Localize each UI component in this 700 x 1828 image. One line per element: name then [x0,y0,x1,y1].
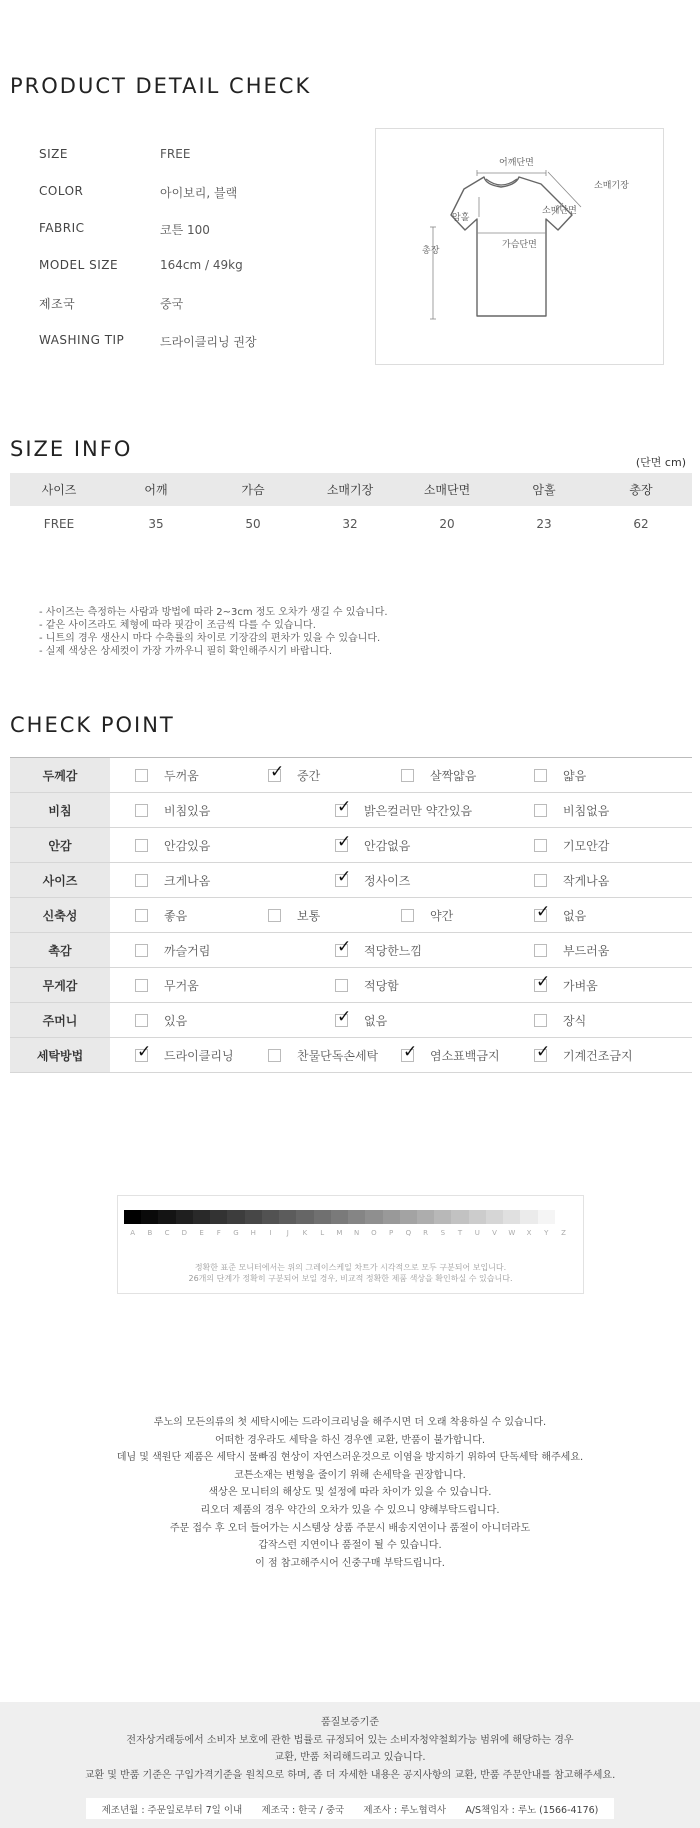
check-point-option [135,968,199,1002]
check-point-label: 주머니 [10,1003,110,1037]
size-note: - 사이즈는 측정하는 사람과 방법에 따라 2~3cm 정도 오차가 생길 수 있습니다. [39,607,388,618]
footer-line: 교환 및 반품 기준은 구입가격기준을 원칙으로 하며, 좀 더 자세한 내용은 공지사항의 교환, 반품 주문안내를 참고해주세요. [84,1769,616,1781]
check-point-label: 비침 [10,793,110,827]
checkbox-icon [135,804,148,817]
detail-value: 코튼 100 [160,223,210,237]
grayscale-letter: J [286,1229,289,1237]
grayscale-letter: W [508,1229,516,1237]
checkmark-icon: ✓ [337,1006,352,1027]
grayscale-swatch [503,1210,520,1224]
checkbox-icon [534,944,547,957]
notice-line: 리오더 제품의 경우 약간의 오차가 있을 수 있으니 양해부탁드립니다. [200,1504,500,1516]
grayscale-letter: D [181,1229,188,1237]
option-label: 두꺼움 [164,768,199,783]
checkbox-icon [401,769,414,782]
length-label: 총장 [422,246,440,256]
option-label: 얇음 [563,768,587,783]
grayscale-letters [124,1229,572,1237]
sleeve-width-label: 소매단면 [542,206,577,216]
check-point-option [135,863,210,897]
checked-box-icon [135,1041,152,1062]
check-point-label: 신축성 [10,898,110,932]
checkmark-icon: ✓ [337,866,352,887]
option-label: 밝은컬러만 약간있음 [364,803,473,818]
option-label: 있음 [164,1013,188,1028]
check-point-option [401,1038,500,1072]
option-label: 무거움 [164,978,199,993]
quality-guarantee-footer [0,1702,700,1828]
check-point-option [335,863,410,897]
checkbox-icon [534,1014,547,1027]
check-point-label: 세탁방법 [10,1038,110,1072]
grayscale-letter: Y [544,1229,549,1237]
grayscale-letter: B [147,1229,153,1237]
check-point-option [534,758,586,792]
detail-value: 164cm / 49kg [160,258,243,272]
checkbox-icon [135,909,148,922]
check-point-option [335,828,410,862]
option-label: 찬물단독손세탁 [297,1048,379,1063]
detail-value: 아이보리, 블랙 [160,186,238,200]
option-label: 까슬거림 [164,943,211,958]
footer-info-item: A/S책임자 : 루노 (1566-4176) [465,1804,599,1816]
checkmark-icon: ✓ [337,936,352,957]
option-label: 안감있음 [164,838,211,853]
checked-box-icon [534,1041,551,1062]
option-label: 크게나옴 [164,873,211,888]
size-header-cell: 사이즈 [41,483,77,497]
size-cell: FREE [43,517,75,531]
check-point-option [135,828,210,862]
option-label: 보통 [297,908,321,923]
detail-key: WASHING TIP [39,333,125,347]
checkmark-icon: ✓ [536,971,551,992]
check-point-row [10,1038,692,1073]
grayscale-swatch [124,1210,141,1224]
checkbox-icon [401,909,414,922]
check-point-option [135,898,187,932]
check-point-option [534,863,609,897]
grayscale-letter: R [423,1229,429,1237]
option-label: 부드러움 [563,943,610,958]
size-header-cell: 암홀 [532,483,556,497]
check-point-option [534,1038,633,1072]
option-label: 비침있음 [164,803,211,818]
grayscale-letter: V [492,1229,497,1237]
checked-box-icon [268,761,285,782]
grayscale-letter: M [336,1229,343,1237]
grayscale-letter: N [354,1229,360,1237]
checkbox-icon [534,874,547,887]
check-point-option [268,898,320,932]
footer-text [0,1714,700,1784]
checkbox-icon [135,944,148,957]
grayscale-line: 26개의 단계가 정확히 구분되어 보일 경우, 비교적 정확한 제품 색상을 확인하실 수 있습니다. [188,1274,513,1283]
grayscale-swatch [538,1210,555,1224]
option-label: 정사이즈 [364,873,411,888]
size-table-row [10,506,692,542]
option-label: 염소표백금지 [430,1048,500,1063]
checked-box-icon [534,901,551,922]
check-point-option [534,968,598,1002]
checkbox-icon [268,909,281,922]
check-point-row [10,828,692,863]
checked-box-icon [534,971,551,992]
checkbox-icon [135,839,148,852]
option-label: 좋음 [164,908,188,923]
grayscale-letter: E [199,1229,204,1237]
notice-line: 코튼소재는 변형을 줄이기 위해 손세탁을 권장합니다. [234,1469,466,1481]
check-point-option [534,933,609,967]
check-point-option [268,1038,378,1072]
checkmark-icon: ✓ [403,1041,418,1062]
grayscale-letter: C [164,1229,170,1237]
grayscale-letter: S [440,1229,446,1237]
check-point-label: 사이즈 [10,863,110,897]
grayscale-swatch [262,1210,279,1224]
grayscale-letter: P [389,1229,394,1237]
check-point-row [10,1003,692,1038]
size-table-header [10,473,692,506]
notice-line: 이 점 참고해주시어 신중구매 부탁드립니다. [255,1557,445,1569]
check-point-row [10,758,692,793]
notice-line: 어떠한 경우라도 세탁을 하신 경우엔 교환, 반품이 불가합니다. [214,1434,486,1446]
option-label: 기계건조금지 [563,1048,633,1063]
grayscale-line: 정확한 표준 모니터에서는 위의 그레이스케일 차트가 시각적으로 모두 구분되어 보입니다. [194,1263,507,1272]
checked-box-icon [335,866,352,887]
grayscale-letter: T [457,1229,463,1237]
option-label: 중간 [297,768,321,783]
grayscale-swatch [279,1210,296,1224]
option-label: 살짝얇음 [430,768,477,783]
footer-line: 전자상거래등에서 소비자 보호에 관한 법률로 규정되어 있는 소비자청약철회가능 범위에 해당하는 경우 [126,1734,574,1746]
checkmark-icon: ✓ [337,796,352,817]
grayscale-swatch [141,1210,158,1224]
checkbox-icon [534,804,547,817]
option-label: 안감없음 [364,838,411,853]
check-point-label: 무게감 [10,968,110,1002]
checked-box-icon [401,1041,418,1062]
check-point-option [401,898,453,932]
check-point-label: 촉감 [10,933,110,967]
grayscale-strip [124,1210,572,1224]
product-detail-title: PRODUCT DETAIL CHECK [10,74,312,98]
checkbox-icon [135,769,148,782]
grayscale-swatch [158,1210,175,1224]
checkbox-icon [135,874,148,887]
checked-box-icon [335,1006,352,1027]
grayscale-letter: Q [405,1229,412,1237]
detail-key: FABRIC [39,221,85,235]
check-point-row [10,898,692,933]
check-point-option [335,1003,387,1037]
notice-line: 주문 접수 후 오더 들어가는 시스템상 상품 주문시 배송지연이나 품절이 아니더라도 [169,1522,531,1534]
option-label: 드라이클리닝 [164,1048,234,1063]
notice-line: 데님 및 색원단 제품은 세탁시 물빠짐 현상이 자연스러운것으로 이염을 방지하기 위하여 단독세탁 해주세요. [116,1452,584,1464]
detail-key: SIZE [39,147,68,161]
checkbox-icon [335,979,348,992]
size-cell: 23 [536,517,552,531]
grayscale-swatch [348,1210,365,1224]
check-point-option [135,1003,187,1037]
grayscale-swatch [193,1210,210,1224]
size-note: - 실제 색상은 상세컷이 가장 가까우니 필히 확인해주시기 바랍니다. [39,646,333,657]
check-point-row [10,793,692,828]
notice-line: 색상은 모니터의 해상도 및 설정에 따라 차이가 있을 수 있습니다. [208,1487,492,1499]
check-point-option [135,933,210,967]
footer-heading: 품질보증기준 [321,1717,379,1728]
grayscale-swatch [555,1210,572,1224]
footer-info-item: 제조사 : 루노협력사 [363,1804,447,1816]
check-point-option [534,828,609,862]
detail-value: FREE [160,147,191,161]
size-cell: 62 [633,517,649,531]
size-notes [39,606,388,658]
grayscale-letter: I [269,1229,272,1237]
check-point-table [10,757,692,1073]
size-cell: 20 [439,517,455,531]
check-point-option [335,793,472,827]
tshirt-measurement-diagram [375,128,664,365]
option-label: 비침없음 [563,803,610,818]
check-point-option [135,793,210,827]
detail-key: 제조국 [39,297,76,311]
checked-box-icon [335,831,352,852]
grayscale-swatch [400,1210,417,1224]
grayscale-swatch [469,1210,486,1224]
care-notice [0,1414,700,1572]
checkbox-icon [534,769,547,782]
detail-value: 드라이클리닝 권장 [160,335,257,349]
checked-box-icon [335,796,352,817]
check-point-label: 두께감 [10,758,110,792]
option-label: 적당한느낌 [364,943,422,958]
option-label: 없음 [364,1013,388,1028]
size-header-cell: 어깨 [144,483,168,497]
checkmark-icon: ✓ [137,1041,152,1062]
option-label: 장식 [563,1013,587,1028]
check-point-option [401,758,476,792]
grayscale-letter: U [474,1229,480,1237]
notice-line: 루노의 모든의류의 첫 세탁시에는 드라이크리닝을 해주시면 더 오래 착용하실 수 있습니다. [153,1417,547,1428]
option-label: 기모안감 [563,838,610,853]
option-label: 적당함 [364,978,399,993]
grayscale-text [118,1262,583,1284]
grayscale-letter: X [526,1229,532,1237]
grayscale-letter: O [371,1229,377,1237]
check-point-option [335,968,399,1002]
checkmark-icon: ✓ [337,831,352,852]
detail-key: COLOR [39,184,84,198]
check-point-option [534,793,609,827]
check-point-option [268,758,320,792]
size-cell: 50 [245,517,261,531]
check-point-option [335,933,422,967]
checkbox-icon [135,979,148,992]
size-note: - 같은 사이즈라도 체형에 따라 핏감이 조금씩 다를 수 있습니다. [39,620,316,631]
grayscale-swatch [434,1210,451,1224]
checkbox-icon [268,1049,281,1062]
check-point-option [534,898,586,932]
check-point-option [135,1038,234,1072]
option-label: 없음 [563,908,587,923]
grayscale-swatch [486,1210,503,1224]
grayscale-letter: H [250,1229,256,1237]
shoulder-label: 어깨단면 [499,158,534,168]
checkmark-icon: ✓ [536,901,551,922]
detail-value: 중국 [160,297,184,311]
size-cell: 35 [148,517,164,531]
check-point-title: CHECK POINT [10,713,175,737]
size-info-title: SIZE INFO [10,437,133,461]
grayscale-letter: A [130,1229,136,1237]
size-note: - 니트의 경우 생산시 마다 수축률의 차이로 기장감의 편차가 있을 수 있습니다. [39,633,381,644]
checkmark-icon: ✓ [536,1041,551,1062]
footer-info-bar [86,1798,614,1819]
size-cell: 32 [342,517,358,531]
grayscale-letter: G [233,1229,239,1237]
unit-note: (단면 cm) [635,456,686,469]
grayscale-swatch [417,1210,434,1224]
sleeve-length-label: 소매기장 [594,181,629,191]
size-header-cell: 가슴 [241,483,265,497]
size-header-cell: 소매기장 [326,483,374,497]
detail-key: MODEL SIZE [39,258,119,272]
chest-label: 가슴단면 [502,240,537,250]
grayscale-letter: F [216,1229,221,1237]
option-label: 약간 [430,908,454,923]
check-point-row [10,933,692,968]
checkbox-icon [534,839,547,852]
check-point-label: 안감 [10,828,110,862]
check-point-option [135,758,199,792]
check-point-row [10,968,692,1003]
grayscale-letter: K [302,1229,308,1237]
grayscale-swatch [383,1210,400,1224]
option-label: 가벼움 [563,978,598,993]
checkmark-icon: ✓ [270,761,285,782]
footer-info-item: 제조년월 : 주문일로부터 7일 이내 [101,1804,243,1816]
grayscale-letter: L [320,1229,325,1237]
armhole-label: 암홀 [452,213,470,223]
grayscale-swatch [520,1210,537,1224]
grayscale-chart [117,1195,584,1294]
check-point-row [10,863,692,898]
check-point-option [534,1003,586,1037]
grayscale-swatch [245,1210,262,1224]
size-header-cell: 소매단면 [423,483,471,497]
grayscale-letter: Z [561,1229,566,1237]
grayscale-swatch [210,1210,227,1224]
grayscale-swatch [365,1210,382,1224]
grayscale-swatch [176,1210,193,1224]
grayscale-swatch [451,1210,468,1224]
grayscale-swatch [227,1210,244,1224]
footer-info-item: 제조국 : 한국 / 중국 [261,1804,345,1816]
grayscale-swatch [296,1210,313,1224]
notice-line: 갑작스런 지연이나 품절이 될 수 있습니다. [258,1540,442,1552]
grayscale-swatch [314,1210,331,1224]
footer-line: 교환, 반품 처리해드리고 있습니다. [274,1752,426,1763]
size-header-cell: 총장 [629,483,653,497]
checked-box-icon [335,936,352,957]
grayscale-swatch [331,1210,348,1224]
option-label: 작게나옴 [563,873,610,888]
checkbox-icon [135,1014,148,1027]
